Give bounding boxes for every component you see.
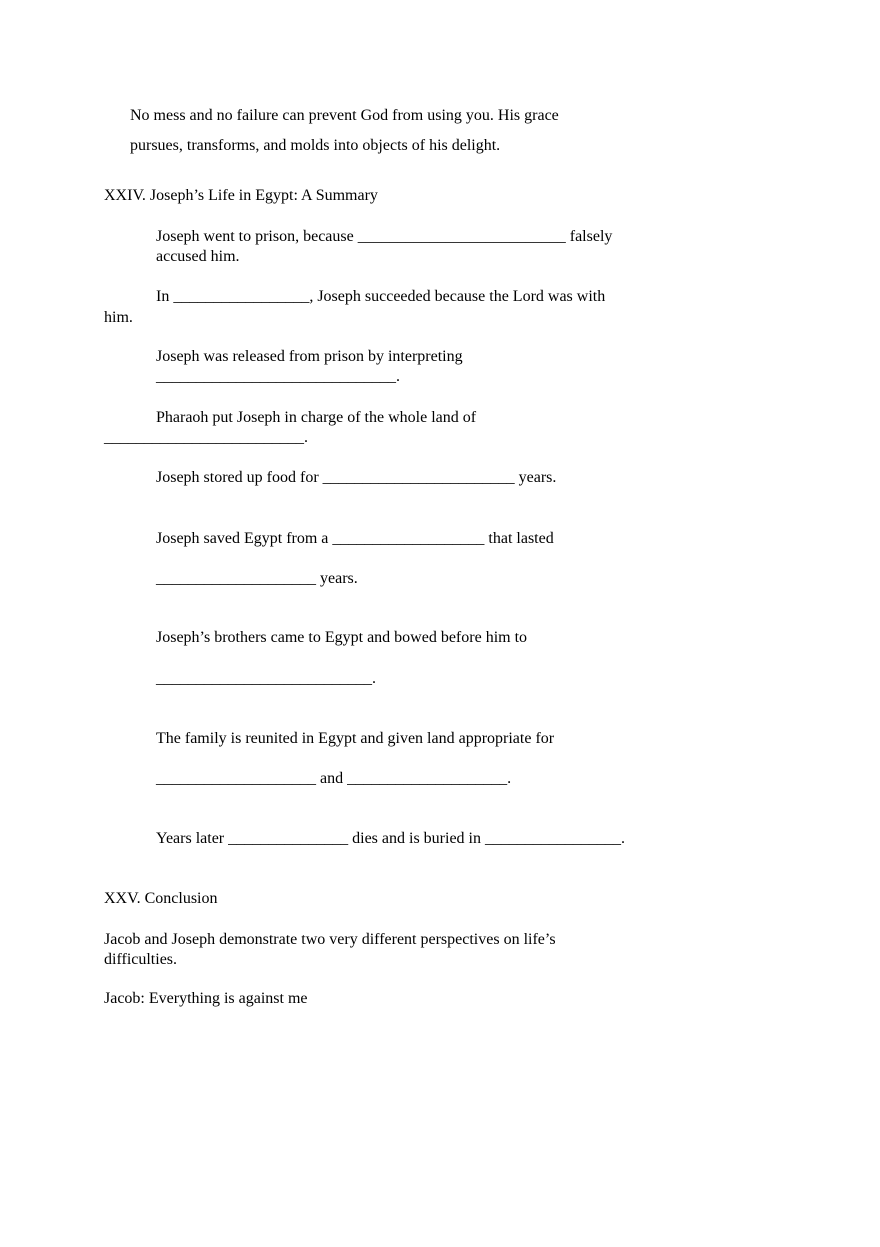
item-7-line-2: ___________________________. — [156, 670, 376, 687]
item-3-line-2: ______________________________. — [156, 368, 400, 385]
item-9: Years later _______________ dies and is buried in _________________. — [156, 830, 625, 847]
item-4-line-2: _________________________. — [104, 429, 308, 446]
item-2-line-1: In _________________, Joseph succeeded because the Lord was with — [156, 288, 606, 305]
conclusion-para-2: Jacob: Everything is against me — [104, 990, 308, 1007]
item-1-line-1: Joseph went to prison, because __________________________ falsely — [156, 228, 613, 245]
item-7-line-1: Joseph’s brothers came to Egypt and bowed before him to — [156, 629, 528, 646]
item-8-line-1: The family is reunited in Egypt and given land appropriate for — [156, 730, 555, 747]
conclusion-para-1-line-1: Jacob and Joseph demonstrate two very different perspectives on life’s — [104, 931, 556, 948]
section-25-heading: XXV. Conclusion — [104, 890, 218, 907]
item-6-line-2: ____________________ years. — [156, 570, 358, 587]
section-24-heading: XXIV. Joseph’s Life in Egypt: A Summary — [104, 187, 378, 204]
intro-line-1: No mess and no failure can prevent God from using you. His grace — [130, 107, 559, 124]
item-1-line-2: accused him. — [156, 248, 240, 265]
conclusion-para-1-line-2: difficulties. — [104, 951, 178, 968]
intro-line-2: pursues, transforms, and molds into objects of his delight. — [130, 137, 501, 154]
item-6-line-1: Joseph saved Egypt from a ___________________ that lasted — [156, 530, 554, 547]
item-4-line-1: Pharaoh put Joseph in charge of the whole land of — [156, 409, 477, 426]
item-2-line-2: him. — [104, 309, 133, 326]
item-3-line-1: Joseph was released from prison by interpreting — [156, 348, 463, 365]
item-8-line-2: ____________________ and ____________________. — [156, 770, 512, 787]
item-5: Joseph stored up food for ________________________ years. — [156, 469, 557, 486]
